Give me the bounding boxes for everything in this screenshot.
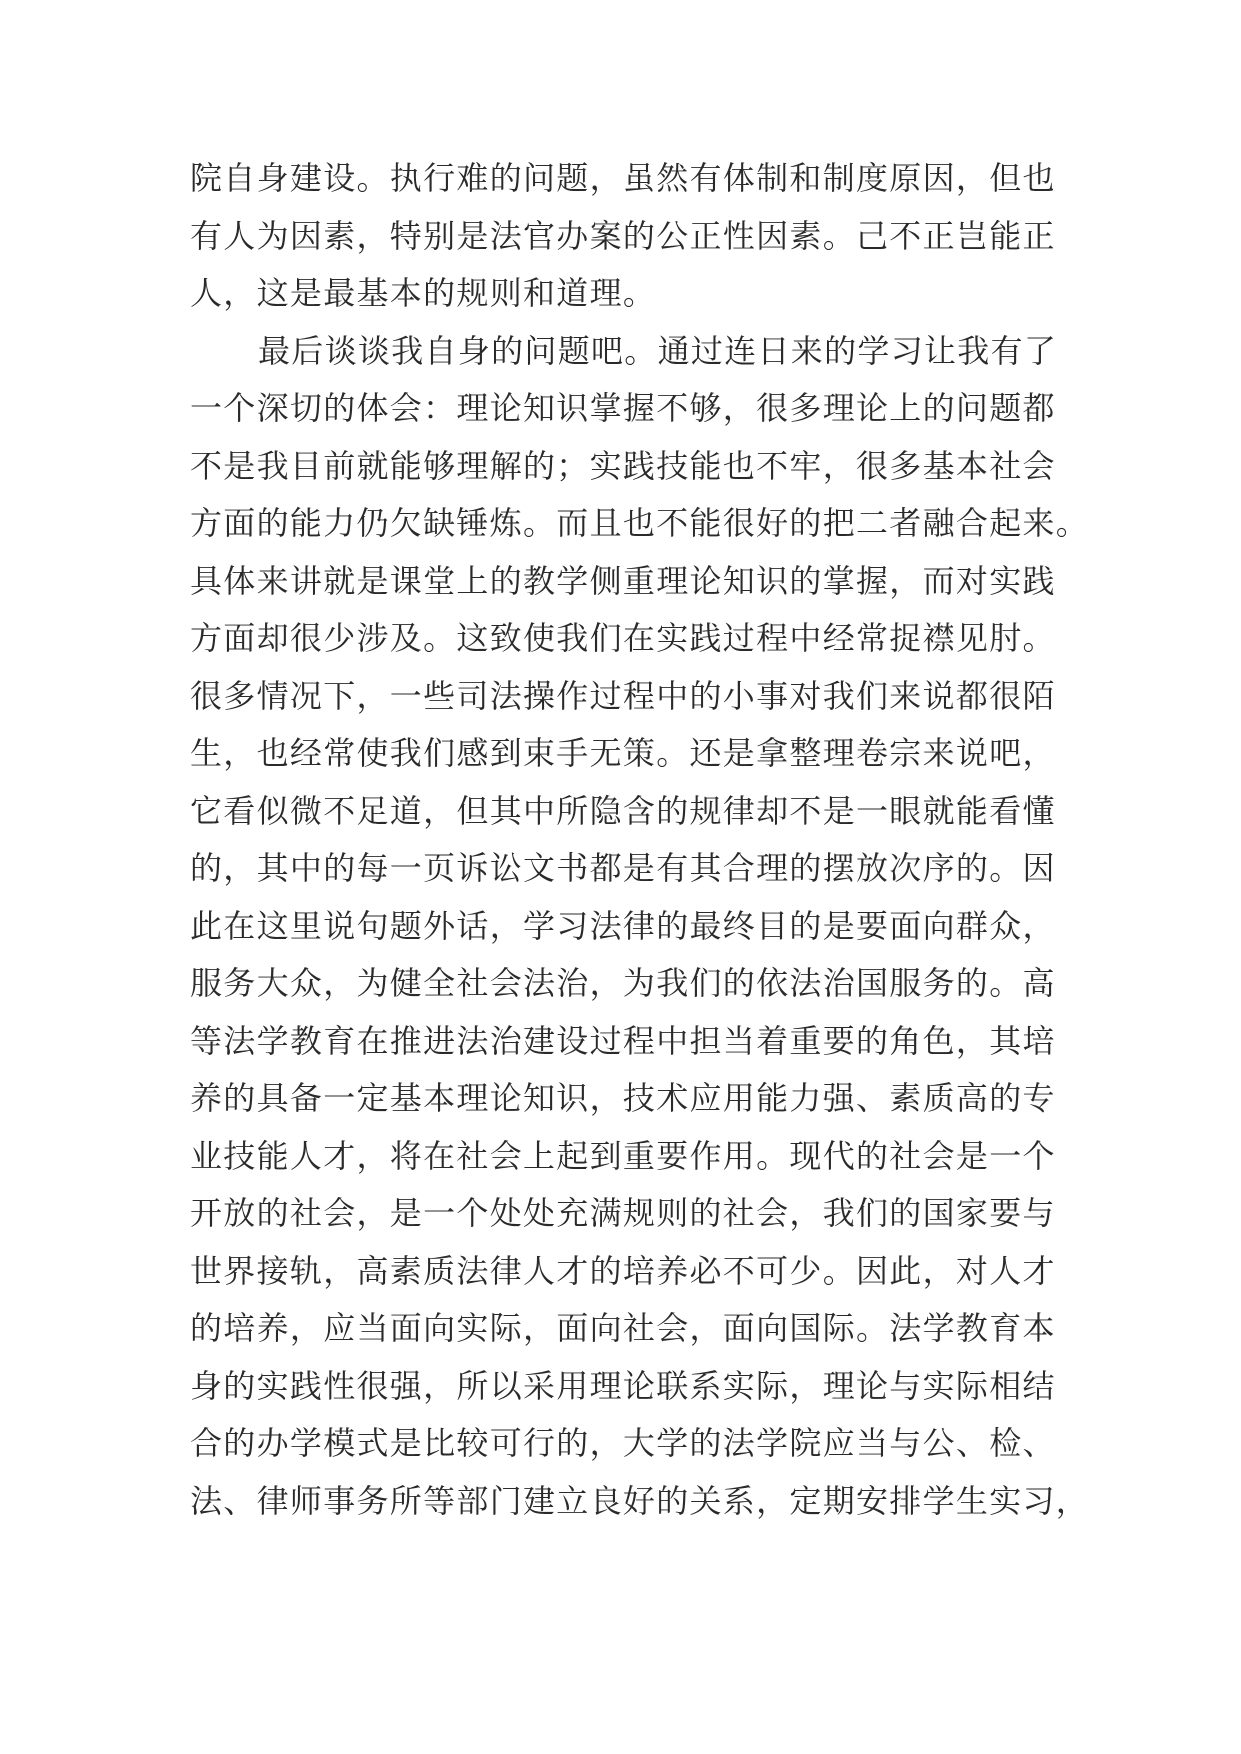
- text-line: 一个深切的体会：理论知识掌握不够，很多理论上的问题都: [190, 389, 1056, 427]
- body-text: [190, 150, 1090, 1530]
- text-line: 生，也经常使我们感到束手无策。还是拿整理卷宗来说吧，: [190, 734, 1056, 772]
- text-line: 它看似微不足道，但其中所隐含的规律却不是一眼就能看懂: [190, 791, 1056, 830]
- text-line: 身的实践性很强，所以采用理论联系实际，理论与实际相结: [190, 1366, 1056, 1405]
- text-line: 此在这里说句题外话，学习法律的最终目的是要面向群众，: [190, 906, 1056, 945]
- text-line: 的培养，应当面向实际，面向社会，面向国际。法学教育本: [190, 1309, 1056, 1347]
- text-line: 服务大众，为健全社会法治，为我们的依法治国服务的。高: [190, 964, 1056, 1002]
- text-line: 方面却很少涉及。这致使我们在实践过程中经常捉襟见肘。: [190, 619, 1056, 657]
- text-line: 院自身建设。执行难的问题，虽然有体制和制度原因，但也: [190, 159, 1056, 197]
- text-line: 业技能人才，将在社会上起到重要作用。现代的社会是一个: [190, 1136, 1056, 1175]
- text-line: 养的具备一定基本理论知识，技术应用能力强、素质高的专: [190, 1079, 1056, 1117]
- text-line: 方面的能力仍欠缺锤炼。而且也不能很好的把二者融合起来。: [190, 504, 1090, 542]
- text-line: 等法学教育在推进法治建设过程中担当着重要的角色，其培: [190, 1021, 1056, 1060]
- text-line: 不是我目前就能够理解的；实践技能也不牢，很多基本社会: [190, 446, 1056, 485]
- text-line: 的，其中的每一页诉讼文书都是有其合理的摆放次序的。因: [190, 849, 1056, 887]
- text-line: 开放的社会，是一个处处充满规则的社会，我们的国家要与: [190, 1194, 1056, 1232]
- text-line: 很多情况下，一些司法操作过程中的小事对我们来说都很陌: [190, 676, 1056, 715]
- text-line: 具体来讲就是课堂上的教学侧重理论知识的掌握，而对实践: [190, 561, 1056, 600]
- text-line: 合的办学模式是比较可行的，大学的法学院应当与公、检、: [190, 1424, 1056, 1462]
- text-line: 世界接轨，高素质法律人才的培养必不可少。因此，对人才: [190, 1251, 1056, 1290]
- paragraph-start-line: 最后谈谈我自身的问题吧。通过连日来的学习让我有了: [258, 331, 1058, 370]
- text-line: 有人为因素，特别是法官办案的公正性因素。己不正岂能正: [190, 216, 1056, 255]
- text-line: 人，这是最基本的规则和道理。: [190, 274, 657, 312]
- text-line: 法、律师事务所等部门建立良好的关系，定期安排学生实习，: [190, 1481, 1090, 1520]
